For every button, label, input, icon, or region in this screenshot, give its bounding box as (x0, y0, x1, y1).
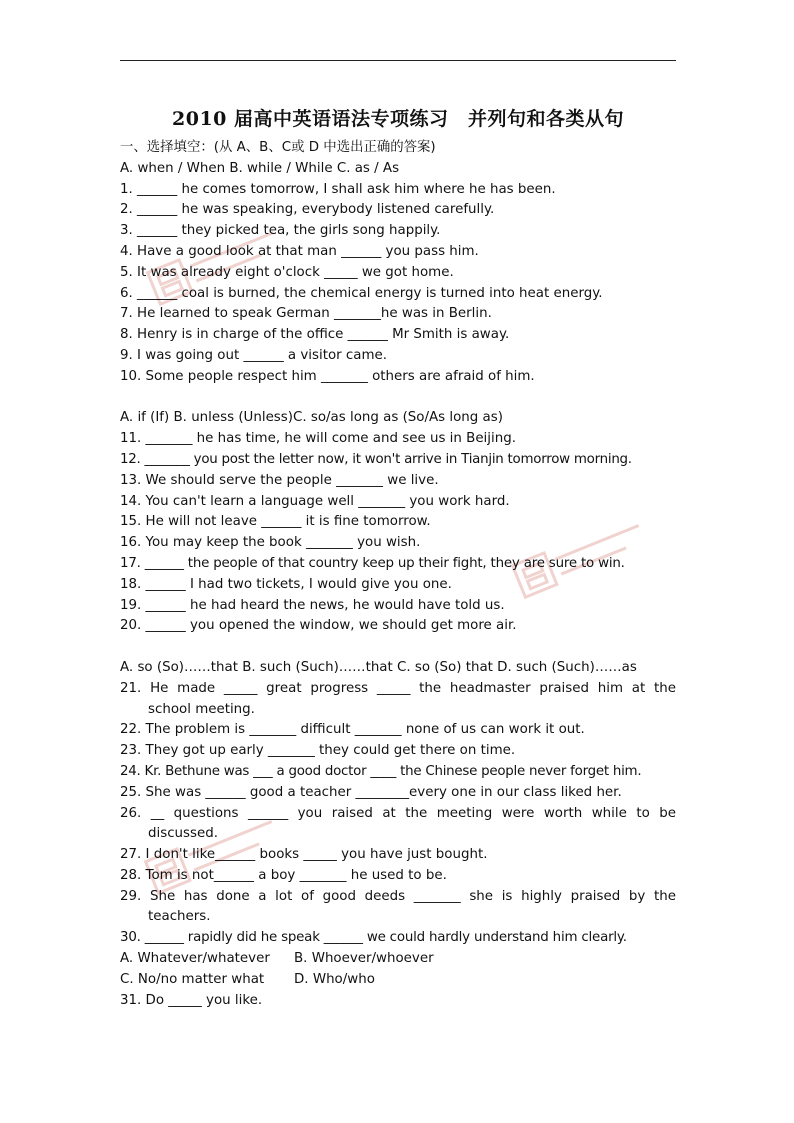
question-item: 18. ______ I had two tickets, I would give you one. (120, 576, 452, 592)
question-item: 12. _______ you post the letter now, it won't arrive in Tianjin tomorrow morning. (120, 451, 632, 467)
option-d: D. Who/who (294, 971, 375, 987)
question-item: 31. Do _____ you like. (120, 992, 263, 1008)
question-item: 20. ______ you opened the window, we should get more air. (120, 618, 517, 634)
exercise-content (120, 138, 676, 1011)
options-line: A. if (If) B. unless (Unless)C. so/as long as (So/As long as) (120, 410, 503, 426)
question-item: 28. Tom is not______ a boy _______ he used to be. (120, 867, 447, 883)
question-item-continuation: teachers. (148, 909, 211, 925)
question-item: 4. Have a good look at that man ______ you pass him. (120, 243, 479, 259)
question-item: 13. We should serve the people _______ we live. (120, 472, 439, 488)
question-item: 26. __ questions ______ you raised at the meeting were worth while to be (120, 805, 676, 821)
question-item: 9. I was going out ______ a visitor came. (120, 347, 388, 363)
options-row (120, 949, 676, 970)
question-item: 30. ______ rapidly did he speak ______ we could hardly understand him clearly. (120, 930, 627, 946)
question-item-continuation: discussed. (148, 826, 218, 842)
spacer (120, 637, 676, 658)
options-line: A. so (So)……that B. such (Such)……that C. so (So) that D. such (Such)……as (120, 659, 637, 675)
question-item: 8. Henry is in charge of the office ______ Mr Smith is away. (120, 327, 510, 343)
spacer (120, 388, 676, 409)
question-item: 6. ______ coal is burned, the chemical energy is turned into heat energy. (120, 285, 603, 301)
option-a: A. Whatever/whatever (120, 951, 270, 967)
question-item: 24. Kr. Bethune was ___ a good doctor ____ the Chinese people never forget him. (120, 763, 642, 779)
question-item: 1. ______ he comes tomorrow, I shall ask him where he has been. (120, 181, 556, 197)
question-item: 25. She was ______ good a teacher ________every one in our class liked her. (120, 784, 622, 800)
option-c: C. No/no matter what (120, 971, 265, 987)
question-item: 7. He learned to speak German _______he was in Berlin. (120, 306, 492, 322)
question-item: 22. The problem is _______ difficult _______ none of us can work it out. (120, 722, 585, 738)
question-item: 14. You can't learn a language well _______ you work hard. (120, 493, 510, 509)
options-row (120, 970, 676, 991)
header-rule (120, 60, 676, 61)
question-item: 27. I don't like______ books _____ you have just bought. (120, 847, 488, 863)
page-title: 2010 届高中英语语法专项练习 并列句和各类从句 (172, 108, 624, 130)
question-item: 17. ______ the people of that country keep up their fight, they are sure to win. (120, 555, 625, 571)
section-heading: 一、选择填空：(从 A、B、C或 D 中选出正确的答案) (120, 140, 436, 155)
question-item: 11. _______ he has time, he will come and see us in Beijing. (120, 431, 516, 447)
question-item: 16. You may keep the book _______ you wish. (120, 535, 421, 551)
question-item: 21. He made _____ great progress _____ the headmaster praised him at the (120, 680, 676, 696)
option-b: B. Whoever/whoever (294, 951, 434, 967)
question-item: 2. ______ he was speaking, everybody listened carefully. (120, 202, 495, 218)
question-item-continuation: school meeting. (148, 701, 255, 717)
question-item: 5. It was already eight o'clock _____ we got home. (120, 264, 454, 280)
question-item: 23. They got up early _______ they could get there on time. (120, 743, 516, 759)
question-item: 19. ______ he had heard the news, he would have told us. (120, 597, 505, 613)
question-item: 29. She has done a lot of good deeds _______ she is highly praised by the (120, 888, 676, 904)
question-item: 10. Some people respect him _______ others are afraid of him. (120, 368, 535, 384)
question-item: 3. ______ they picked tea, the girls song happily. (120, 223, 441, 239)
question-item: 15. He will not leave ______ it is fine tomorrow. (120, 514, 431, 530)
options-line: A. when / When B. while / While C. as / As (120, 160, 400, 176)
